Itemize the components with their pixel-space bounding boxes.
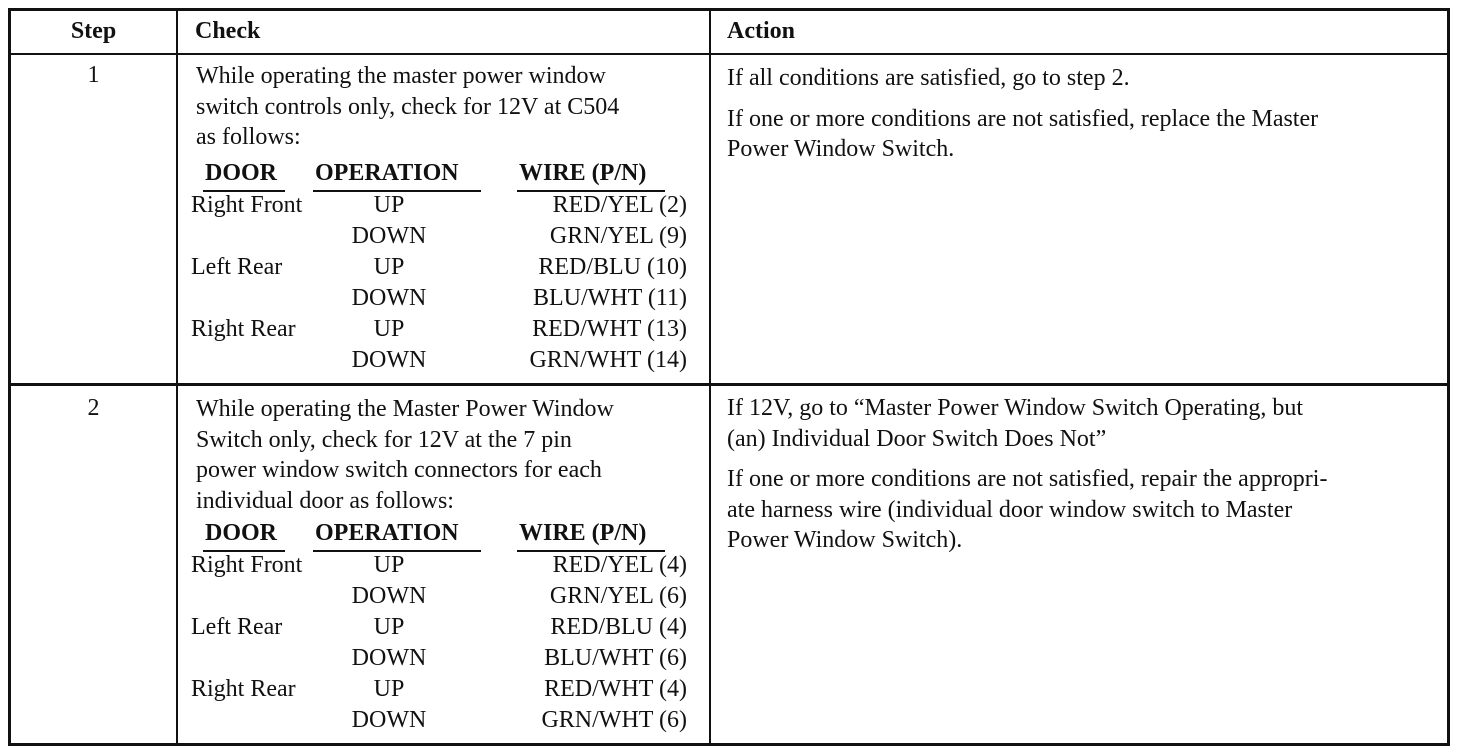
operation-header: OPERATION xyxy=(315,520,459,546)
wire-row xyxy=(187,614,687,644)
wire-row xyxy=(187,552,687,582)
step-number: 1 xyxy=(87,62,100,88)
wire-row xyxy=(187,583,687,613)
wire-cell: GRN/YEL (6) xyxy=(549,583,687,609)
wire-cell: BLU/WHT (6) xyxy=(544,645,687,671)
check-line: switch controls only, check for 12V at C504 xyxy=(196,93,620,120)
door-cell: Left Rear xyxy=(191,254,283,280)
operation-cell: DOWN xyxy=(351,285,427,311)
wire-header: WIRE (P/N) xyxy=(519,520,647,546)
check-line: While operating the master power window xyxy=(196,63,606,89)
wire-cell: RED/WHT (4) xyxy=(544,676,687,702)
check-intro xyxy=(196,394,614,516)
wire-header: WIRE (P/N) xyxy=(519,160,647,186)
action-line: (an) Individual Door Switch Does Not” xyxy=(727,425,1107,452)
check-line: power window switch connectors for each xyxy=(196,457,602,483)
operation-cell: UP xyxy=(373,614,405,640)
operation-cell: DOWN xyxy=(351,223,427,249)
check-line: While operating the Master Power Window xyxy=(196,396,614,422)
action-line: Power Window Switch). xyxy=(727,527,963,553)
door-cell: Right Front xyxy=(191,192,303,218)
door-header: DOOR xyxy=(205,520,277,546)
wire-row xyxy=(187,223,687,253)
wire-cell: BLU/WHT (11) xyxy=(533,285,687,311)
wire-row xyxy=(187,192,687,222)
wire-row xyxy=(187,285,687,315)
operation-cell: UP xyxy=(373,192,405,218)
wire-check-table xyxy=(187,520,712,733)
check-intro xyxy=(196,61,619,153)
wire-row xyxy=(187,316,687,346)
header-row-divider xyxy=(11,53,1447,55)
wire-cell: RED/YEL (2) xyxy=(552,192,687,218)
door-cell: Right Rear xyxy=(191,316,296,342)
diagnostic-table xyxy=(8,8,1450,746)
row-divider xyxy=(11,383,1447,386)
wire-cell: RED/YEL (4) xyxy=(552,552,687,578)
door-cell: Right Rear xyxy=(191,676,296,702)
wire-cell: GRN/YEL (9) xyxy=(549,223,687,249)
wire-cell: GRN/WHT (14) xyxy=(529,347,687,373)
action-line: If 12V, go to “Master Power Window Switch Operating, but xyxy=(727,395,1304,421)
action-line: If one or more conditions are not satisfied, repair the appropri- xyxy=(727,466,1328,492)
action-line: If all conditions are satisfied, go to step 2. xyxy=(727,65,1130,91)
operation-header: OPERATION xyxy=(315,160,459,186)
operation-cell: UP xyxy=(373,552,405,578)
header-action: Action xyxy=(727,18,795,44)
door-header: DOOR xyxy=(205,160,277,186)
wire-check-table xyxy=(187,160,712,373)
action-text xyxy=(727,393,1442,556)
wire-cell: RED/BLU (4) xyxy=(550,614,687,640)
check-line: individual door as follows: xyxy=(196,487,454,514)
operation-cell: UP xyxy=(373,676,405,702)
operation-cell: DOWN xyxy=(351,347,427,373)
action-text xyxy=(727,63,1442,165)
column-divider-step-check xyxy=(176,11,178,743)
door-cell: Left Rear xyxy=(191,614,283,640)
check-line: Switch only, check for 12V at the 7 pin xyxy=(196,426,572,453)
wire-cell: RED/BLU (10) xyxy=(538,254,687,280)
header-check: Check xyxy=(195,18,261,44)
check-line: as follows: xyxy=(196,124,301,150)
wire-row xyxy=(187,347,687,377)
operation-cell: UP xyxy=(373,254,405,280)
wire-cell: GRN/WHT (6) xyxy=(541,707,687,733)
wire-row xyxy=(187,707,687,737)
action-line: If one or more conditions are not satisfied, replace the Master xyxy=(727,105,1319,132)
operation-cell: DOWN xyxy=(351,583,427,609)
step-number: 2 xyxy=(87,395,100,421)
wire-cell: RED/WHT (13) xyxy=(532,316,687,342)
action-line: Power Window Switch. xyxy=(727,136,955,162)
header-step: Step xyxy=(70,18,117,44)
wire-row xyxy=(187,254,687,284)
operation-cell: DOWN xyxy=(351,645,427,671)
door-cell: Right Front xyxy=(191,552,303,578)
operation-cell: DOWN xyxy=(351,707,427,733)
operation-cell: UP xyxy=(373,316,405,342)
wire-row xyxy=(187,645,687,675)
wire-row xyxy=(187,676,687,706)
action-line: ate harness wire (individual door window switch to Master xyxy=(727,496,1293,523)
